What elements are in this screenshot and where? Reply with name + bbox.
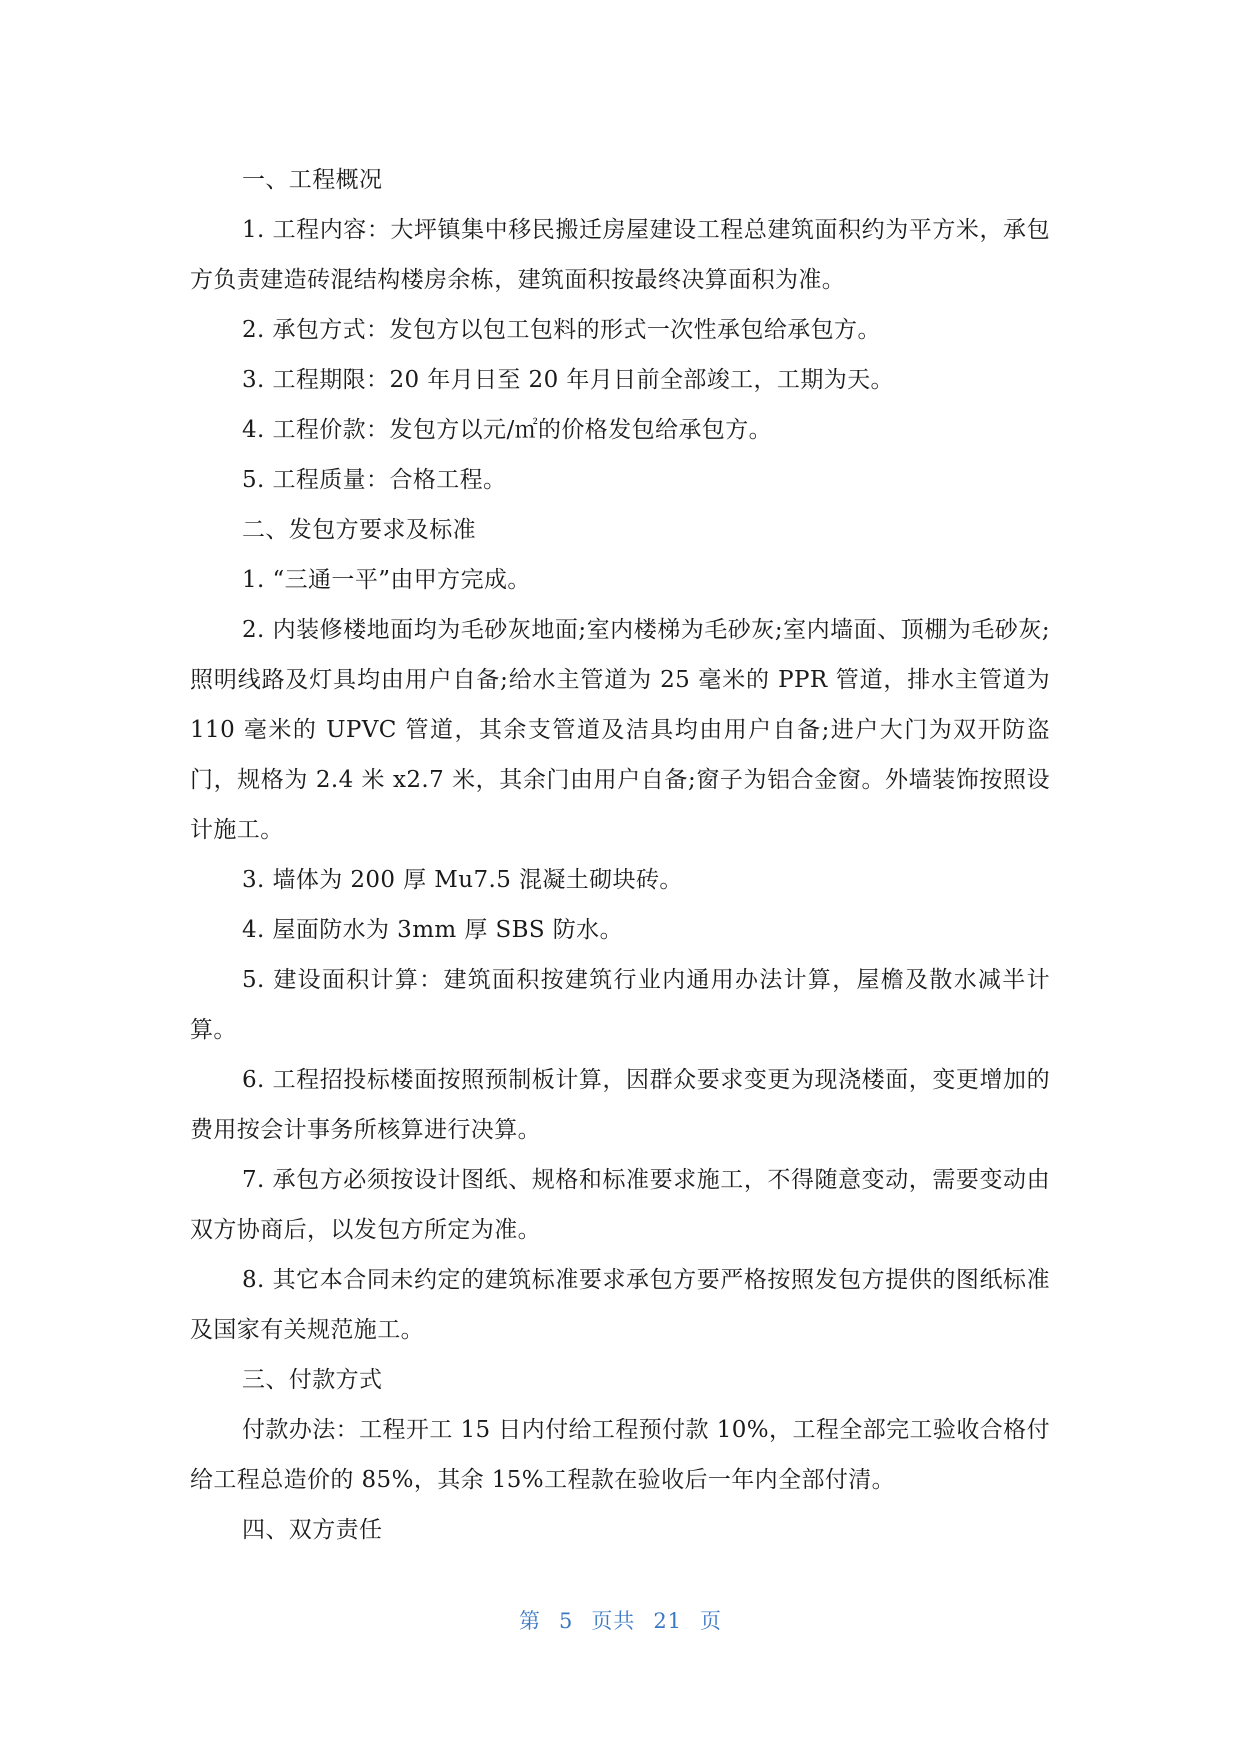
paragraph-project-content: 1. 工程内容：大坪镇集中移民搬迁房屋建设工程总建筑面积约为平方米，承包方负责建造砖混结构楼房余栋，建筑面积按最终决算面积为准。 — [190, 217, 1050, 293]
paragraph-project-price: 4. 工程价款：发包方以元/㎡的价格发包给承包方。 — [242, 417, 773, 443]
paragraph-requirement-7: 7. 承包方必须按设计图纸、规格和标准要求施工，不得随意变动，需要变动由双方协商后，以发包方所定为准。 — [190, 1167, 1050, 1243]
section-heading-requirements: 二、发包方要求及标准 — [242, 517, 476, 543]
paragraph-requirement-3: 3. 墙体为 200 厚 Mu7.5 混凝土砌块砖。 — [242, 867, 683, 893]
paragraph-requirement-8: 8. 其它本合同未约定的建筑标准要求承包方要严格按照发包方提供的图纸标准及国家有关规范施工。 — [190, 1267, 1050, 1343]
footer-label-page-end: 页 — [700, 1609, 723, 1633]
paragraph-project-period: 3. 工程期限：20 年月日至 20 年月日前全部竣工，工期为天。 — [242, 367, 894, 393]
footer-current-page: 5 — [558, 1609, 574, 1633]
paragraph-payment-method: 付款办法：工程开工 15 日内付给工程预付款 10%，工程全部完工验收合格付给工程总造价的 85%，其余 15%工程款在验收后一年内全部付清。 — [190, 1417, 1050, 1493]
paragraph-requirement-1: 1. “三通一平”由甲方完成。 — [242, 567, 531, 593]
paragraph-requirement-6: 6. 工程招投标楼面按照预制板计算，因群众要求变更为现浇楼面，变更增加的费用按会计事务所核算进行决算。 — [190, 1067, 1050, 1143]
paragraph-requirement-4: 4. 屋面防水为 3mm 厚 SBS 防水。 — [242, 917, 623, 943]
section-heading-project-overview: 一、工程概况 — [242, 167, 383, 193]
paragraph-contract-method: 2. 承包方式：发包方以包工包料的形式一次性承包给承包方。 — [242, 317, 881, 343]
paragraph-requirement-2: 2. 内装修楼地面均为毛砂灰地面;室内楼梯为毛砂灰;室内墙面、顶棚为毛砂灰;照明线路及灯具均由用户自备;给水主管道为 25 毫米的 PPR 管道，排水主管道为 110 毫米的 UPVC 管道，其余支管道及洁具均由用户自备;进户大门为双开防盗门，规格为 2.4 米 x2.7 米，其余门由用户自备;窗子为铝合金窗。外墙装饰按照设计施工。 — [190, 617, 1050, 843]
document-body — [190, 155, 1050, 1555]
page-footer — [0, 1605, 1241, 1635]
footer-total-pages: 21 — [653, 1609, 683, 1633]
section-heading-responsibilities: 四、双方责任 — [242, 1517, 383, 1543]
footer-label-page-of: 页共 — [591, 1609, 636, 1633]
paragraph-project-quality: 5. 工程质量：合格工程。 — [242, 467, 507, 493]
section-heading-payment: 三、付款方式 — [242, 1367, 383, 1393]
footer-label-page: 第 — [518, 1609, 541, 1633]
paragraph-requirement-5: 5. 建设面积计算：建筑面积按建筑行业内通用办法计算，屋檐及散水减半计算。 — [190, 967, 1050, 1043]
